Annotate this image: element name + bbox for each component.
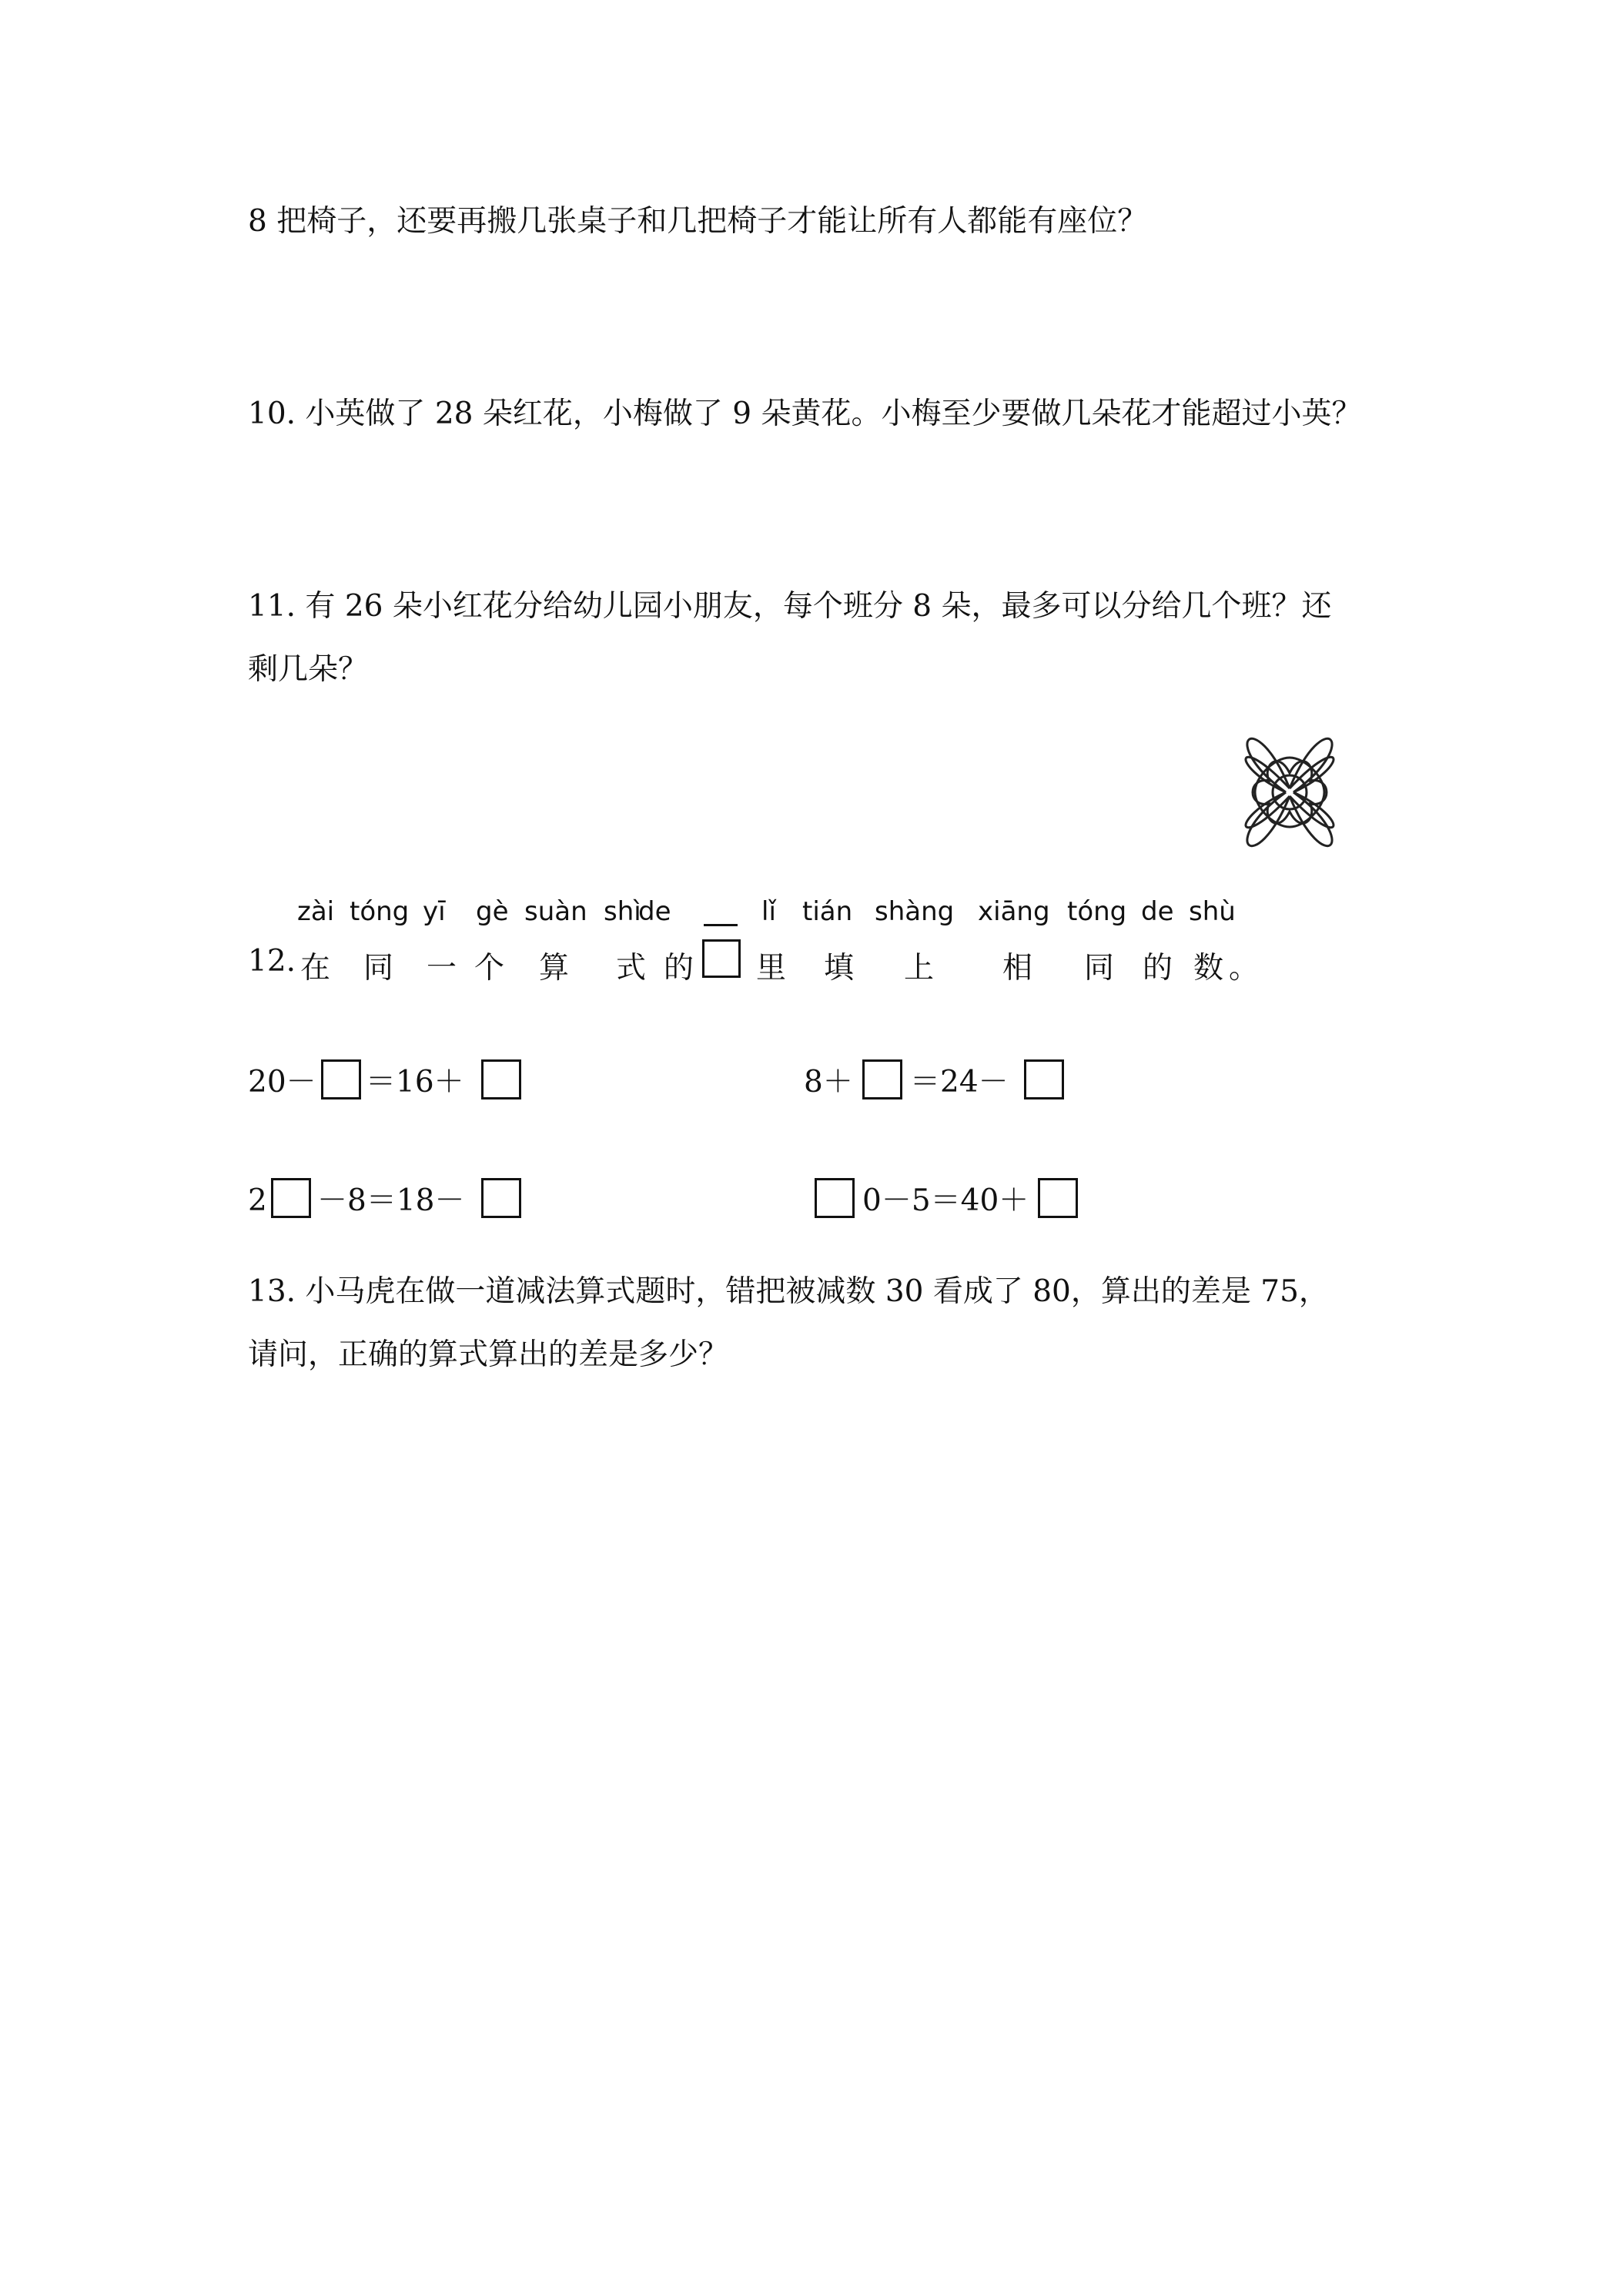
q10-text: 10. 小英做了 28 朵红花，小梅做了 9 朵黄花。小梅至少要做几朵花才能超过小英？	[248, 397, 1362, 431]
q11-line1: 11. 有 26 朵小红花分给幼儿园小朋友，每个班分 8 朵，最多可以分给几个班？还	[248, 589, 1332, 624]
hanzi: 在	[300, 951, 331, 986]
hanzi: 的	[664, 951, 694, 986]
q12-number: 12.	[248, 944, 296, 979]
pinyin: suàn	[524, 896, 587, 927]
hanzi: 填	[824, 951, 855, 986]
hanzi: 一	[427, 951, 457, 986]
pinyin: xiāng	[978, 896, 1050, 927]
pinyin: de	[638, 896, 671, 927]
hanzi: 上	[904, 951, 935, 986]
equation-text: －8＝18－	[317, 1183, 465, 1218]
hanzi: 算	[539, 951, 570, 986]
equation-text: ＝24－	[910, 1065, 1009, 1099]
equation-text: 2	[248, 1183, 267, 1218]
pinyin: gè	[476, 896, 509, 927]
answer-box[interactable]	[481, 1059, 521, 1099]
answer-box[interactable]	[321, 1059, 361, 1099]
pinyin: lǐ	[761, 896, 776, 927]
pinyin-blank	[704, 924, 738, 926]
pinyin: shù	[1189, 896, 1236, 927]
pinyin: tóng	[350, 896, 410, 927]
pinyin: zài	[297, 896, 335, 927]
pinyin: de	[1141, 896, 1174, 927]
hanzi: 同	[363, 951, 394, 986]
equation-text: ＝16＋	[366, 1065, 464, 1099]
answer-box[interactable]	[815, 1178, 855, 1218]
hanzi: 式	[616, 951, 647, 986]
hanzi: 的	[1143, 951, 1173, 986]
equation-text: 0－5＝40＋	[862, 1183, 1029, 1218]
answer-box[interactable]	[702, 939, 741, 978]
equation-text: 8＋	[804, 1065, 853, 1099]
q9-continuation: 8 把椅子，还要再搬几张桌子和几把椅子才能让所有人都能有座位？	[248, 204, 1148, 239]
hanzi: 同	[1084, 951, 1115, 986]
pinyin: shàng	[875, 896, 955, 927]
pinyin: tóng	[1067, 896, 1127, 927]
equation-text: 20－	[248, 1065, 316, 1099]
answer-box[interactable]	[1038, 1178, 1078, 1218]
q13-line2: 请问，正确的算式算出的差是多少？	[248, 1337, 729, 1372]
flower-icon	[1209, 711, 1370, 873]
hanzi: 相	[1002, 951, 1033, 986]
answer-box[interactable]	[271, 1178, 311, 1218]
answer-box[interactable]	[1024, 1059, 1064, 1099]
hanzi: 个	[474, 951, 505, 986]
answer-box[interactable]	[481, 1178, 521, 1218]
pinyin: yī	[423, 896, 446, 927]
q11-line2: 剩几朵？	[248, 652, 369, 687]
answer-box[interactable]	[862, 1059, 902, 1099]
q13-line1: 13. 小马虎在做一道减法算式题时，错把被减数 30 看成了 80，算出的差是 75，	[248, 1274, 1329, 1309]
hanzi: 数	[1193, 951, 1224, 986]
pinyin: shì	[604, 896, 641, 927]
hanzi: 里	[756, 951, 787, 986]
hanzi: 。	[1229, 951, 1260, 986]
pinyin: tián	[802, 896, 853, 927]
